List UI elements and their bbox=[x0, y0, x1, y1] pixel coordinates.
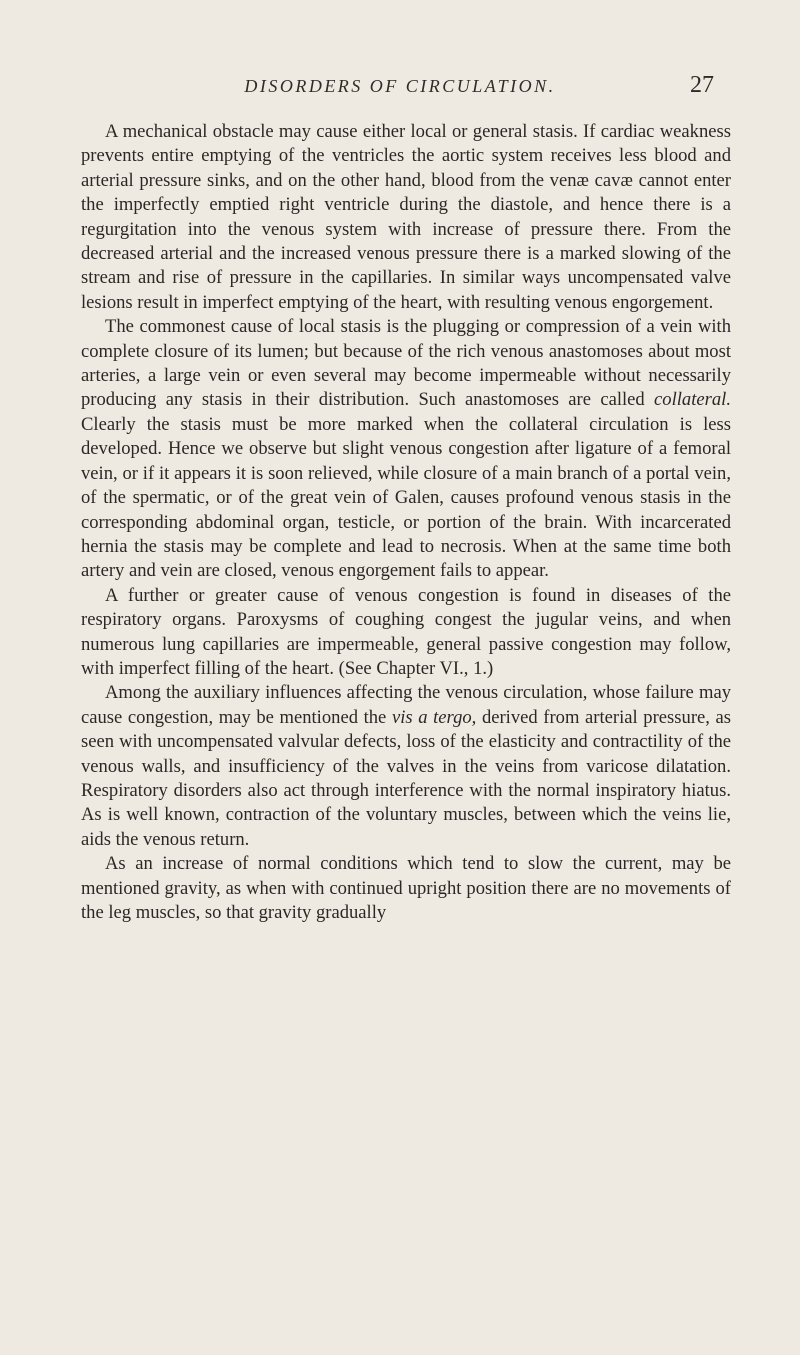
running-title: DISORDERS OF CIRCULATION. bbox=[244, 76, 556, 96]
paragraph-3 bbox=[81, 584, 731, 682]
text-segment: Clearly the stasis must be more marked when the collateral circulation is less developed. Hence we observe but slight venous congestion after ligature of a femoral vein, or if it appears it is soon relieved, while closure of a main branch of a portal vein, of the spermatic, or of the great vein of Galen, causes profound venous stasis in the corresponding abdominal organ, testicle, or portion of the brain. With incarcerated hernia the stasis may be complete and lead to necrosis. When at the same time both artery and vein are closed, venous engorgement fails to appear. bbox=[81, 413, 731, 582]
text-segment: A mechanical obstacle may cause either local or general stasis. If cardiac weakness prevents entire emptying of the ventricles the aortic system receives less blood and arterial pressure sinks, and on the other hand, blood from the venæ cavæ cannot enter the imperfectly emptied right ventricle during the diastole, and hence there is a regurgitation into the venous system with increase of pressure there. From the decreased arterial and the increased venous pressure there is a marked slowing of the stream and rise of pressure in the capillaries. In similar ways uncompensated valve lesions result in imperfect emptying of the heart, with resulting venous engorgement. bbox=[81, 121, 731, 313]
italic-term-collateral: collateral. bbox=[654, 389, 731, 411]
page-number: 27 bbox=[690, 72, 714, 98]
running-head bbox=[0, 72, 800, 106]
paragraph-2 bbox=[81, 315, 731, 583]
paragraph-5 bbox=[81, 852, 731, 925]
text-segment: The commonest cause of local stasis is the plugging or compression of a vein with complete closure of its lumen; but because of the rich venous anastomoses about most arteries, a large vein or even several may become impermeable without necessarily producing any stasis in their distribution. Such anastomoses are called bbox=[81, 316, 731, 411]
text-segment: A further or greater cause of venous congestion is found in diseases of the respiratory organs. Paroxysms of coughing congest the jugular veins, and when numerous lung capillaries are impermeable, general passive congestion may follow, with imperfect filling of the heart. (See Chapter VI., 1.) bbox=[81, 584, 731, 679]
italic-term-vis-a-tergo: vis a tergo, bbox=[391, 706, 477, 728]
text-segment: Among the auxiliary influences affecting the venous circulation, whose failure may cause congestion, may be mentioned the bbox=[81, 682, 731, 728]
paragraph-1 bbox=[81, 120, 731, 315]
text-segment: derived from arterial pressure, as seen with uncompensated valvular defects, loss of the elasticity and contractility of the venous walls, and insufficiency of the valves in the veins from varicose dilatation. Respiratory disorders also act through interference with the normal inspiratory hiatus. As is well known, contraction of the voluntary muscles, between which the veins lie, aids the venous return. bbox=[81, 706, 732, 850]
body-text bbox=[81, 120, 731, 925]
text-segment: As an increase of normal conditions which tend to slow the current, may be mentioned gravity, as when with continued upright position there are no movements of the leg muscles, so that gravity gradually bbox=[81, 853, 731, 923]
paragraph-4 bbox=[81, 681, 731, 852]
